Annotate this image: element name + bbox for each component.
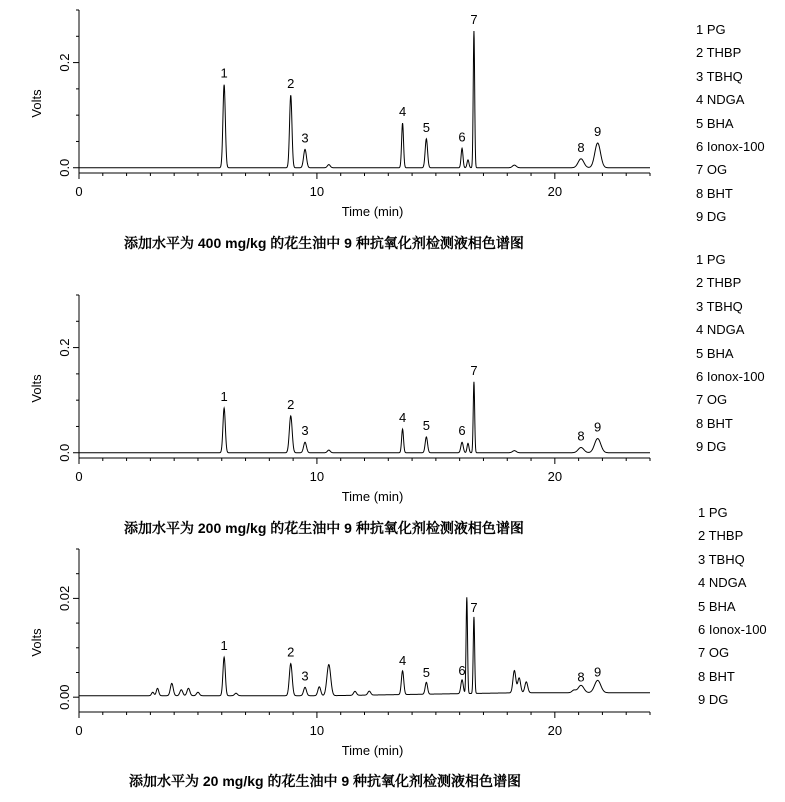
peak-label: 6 bbox=[458, 129, 466, 145]
legend-item: 7 OG bbox=[696, 392, 728, 408]
x-tick-label: 10 bbox=[309, 469, 325, 484]
x-tick-label: 0 bbox=[75, 723, 83, 738]
legend-item: 3 TBHQ bbox=[698, 551, 745, 567]
peak-label: 7 bbox=[470, 600, 478, 616]
peak-label: 8 bbox=[577, 428, 585, 444]
peak-label: 5 bbox=[422, 664, 430, 680]
x-tick-label: 0 bbox=[75, 184, 83, 199]
peak-label: 2 bbox=[287, 396, 295, 412]
y-tick-label: 0.2 bbox=[57, 338, 72, 357]
x-axis-label: Time (min) bbox=[341, 743, 404, 758]
legend-item: 3 TBHQ bbox=[696, 68, 743, 84]
legend-item: 4 NDGA bbox=[698, 575, 747, 591]
peak-label: 9 bbox=[594, 664, 602, 680]
chromatogram-trace bbox=[79, 31, 650, 168]
chart-1 bbox=[29, 10, 650, 219]
peak-label: 9 bbox=[594, 124, 602, 140]
y-axis-label: Volts bbox=[29, 628, 44, 657]
chart-1-legend bbox=[696, 18, 765, 229]
legend-item: 8 BHT bbox=[696, 415, 733, 431]
x-axis-label: Time (min) bbox=[341, 489, 404, 504]
legend-item: 3 TBHQ bbox=[696, 298, 743, 314]
legend-item: 5 BHA bbox=[696, 115, 734, 131]
peak-label: 6 bbox=[458, 662, 466, 678]
chart-3 bbox=[29, 549, 650, 758]
peak-label: 6 bbox=[458, 423, 466, 439]
chart-1-title: 添加水平为 400 mg/kg 的花生油中 9 种抗氧化剂检测液相色谱图 bbox=[124, 235, 524, 251]
x-tick-label: 10 bbox=[309, 723, 325, 738]
legend-item: 2 THBP bbox=[696, 45, 742, 61]
legend-item: 4 NDGA bbox=[696, 322, 745, 338]
peak-label: 8 bbox=[577, 139, 585, 155]
peak-label: 7 bbox=[470, 362, 478, 378]
peak-label: 5 bbox=[422, 119, 430, 135]
chart-3-title: 添加水平为 20 mg/kg 的花生油中 9 种抗氧化剂检测液相色谱图 bbox=[129, 773, 522, 789]
x-tick-label: 20 bbox=[547, 469, 563, 484]
x-tick-label: 20 bbox=[547, 723, 563, 738]
peak-label: 3 bbox=[301, 130, 309, 146]
legend-item: 2 THBP bbox=[698, 528, 744, 544]
x-axis-label: Time (min) bbox=[341, 204, 404, 219]
peak-label: 7 bbox=[470, 12, 478, 28]
peak-label: 1 bbox=[220, 389, 228, 405]
y-tick-label: 0.00 bbox=[57, 684, 72, 710]
chart-2-legend bbox=[696, 248, 765, 459]
peak-label: 4 bbox=[398, 104, 407, 120]
peak-label: 4 bbox=[398, 652, 407, 668]
legend-item: 8 BHT bbox=[698, 668, 735, 684]
peak-label: 2 bbox=[287, 644, 295, 660]
x-tick-label: 0 bbox=[75, 469, 83, 484]
legend-item: 9 DG bbox=[698, 692, 729, 708]
legend-item: 7 OG bbox=[696, 162, 728, 178]
x-tick-label: 20 bbox=[547, 184, 563, 199]
legend-item: 1 PG bbox=[698, 505, 728, 520]
peak-label: 5 bbox=[422, 417, 430, 433]
legend-item: 1 PG bbox=[696, 252, 726, 267]
x-tick-label: 10 bbox=[309, 184, 325, 199]
chromatogram-trace bbox=[79, 597, 650, 695]
y-tick-label: 0.02 bbox=[57, 585, 72, 612]
legend-item: 5 BHA bbox=[696, 345, 734, 361]
y-tick-label: 0.0 bbox=[57, 443, 72, 462]
peak-label: 8 bbox=[577, 669, 585, 685]
legend-item: 6 Ionox-100 bbox=[698, 622, 767, 638]
legend-item: 6 Ionox-100 bbox=[696, 369, 765, 385]
chart-2 bbox=[29, 295, 650, 504]
peak-label: 1 bbox=[220, 638, 228, 654]
peak-label: 3 bbox=[301, 423, 309, 439]
legend-item: 9 DG bbox=[696, 439, 727, 455]
peak-label: 9 bbox=[594, 419, 602, 435]
peak-label: 2 bbox=[287, 76, 295, 92]
chart-2-title: 添加水平为 200 mg/kg 的花生油中 9 种抗氧化剂检测液相色谱图 bbox=[124, 520, 524, 536]
legend-item: 1 PG bbox=[696, 22, 726, 37]
legend-item: 2 THBP bbox=[696, 275, 742, 291]
y-tick-label: 0.2 bbox=[57, 53, 72, 72]
chromatogram-trace bbox=[79, 382, 650, 453]
peak-label: 4 bbox=[398, 410, 407, 426]
legend-item: 8 BHT bbox=[696, 185, 733, 201]
y-tick-label: 0.0 bbox=[57, 158, 72, 177]
legend-item: 9 DG bbox=[696, 209, 727, 225]
peak-label: 3 bbox=[301, 668, 309, 684]
legend-item: 4 NDGA bbox=[696, 92, 745, 108]
chart-3-legend bbox=[698, 501, 767, 712]
legend-item: 5 BHA bbox=[698, 598, 736, 614]
legend-item: 6 Ionox-100 bbox=[696, 139, 765, 155]
y-axis-label: Volts bbox=[29, 89, 44, 118]
y-axis-label: Volts bbox=[29, 374, 44, 403]
peak-label: 1 bbox=[220, 65, 228, 81]
legend-item: 7 OG bbox=[698, 645, 730, 661]
